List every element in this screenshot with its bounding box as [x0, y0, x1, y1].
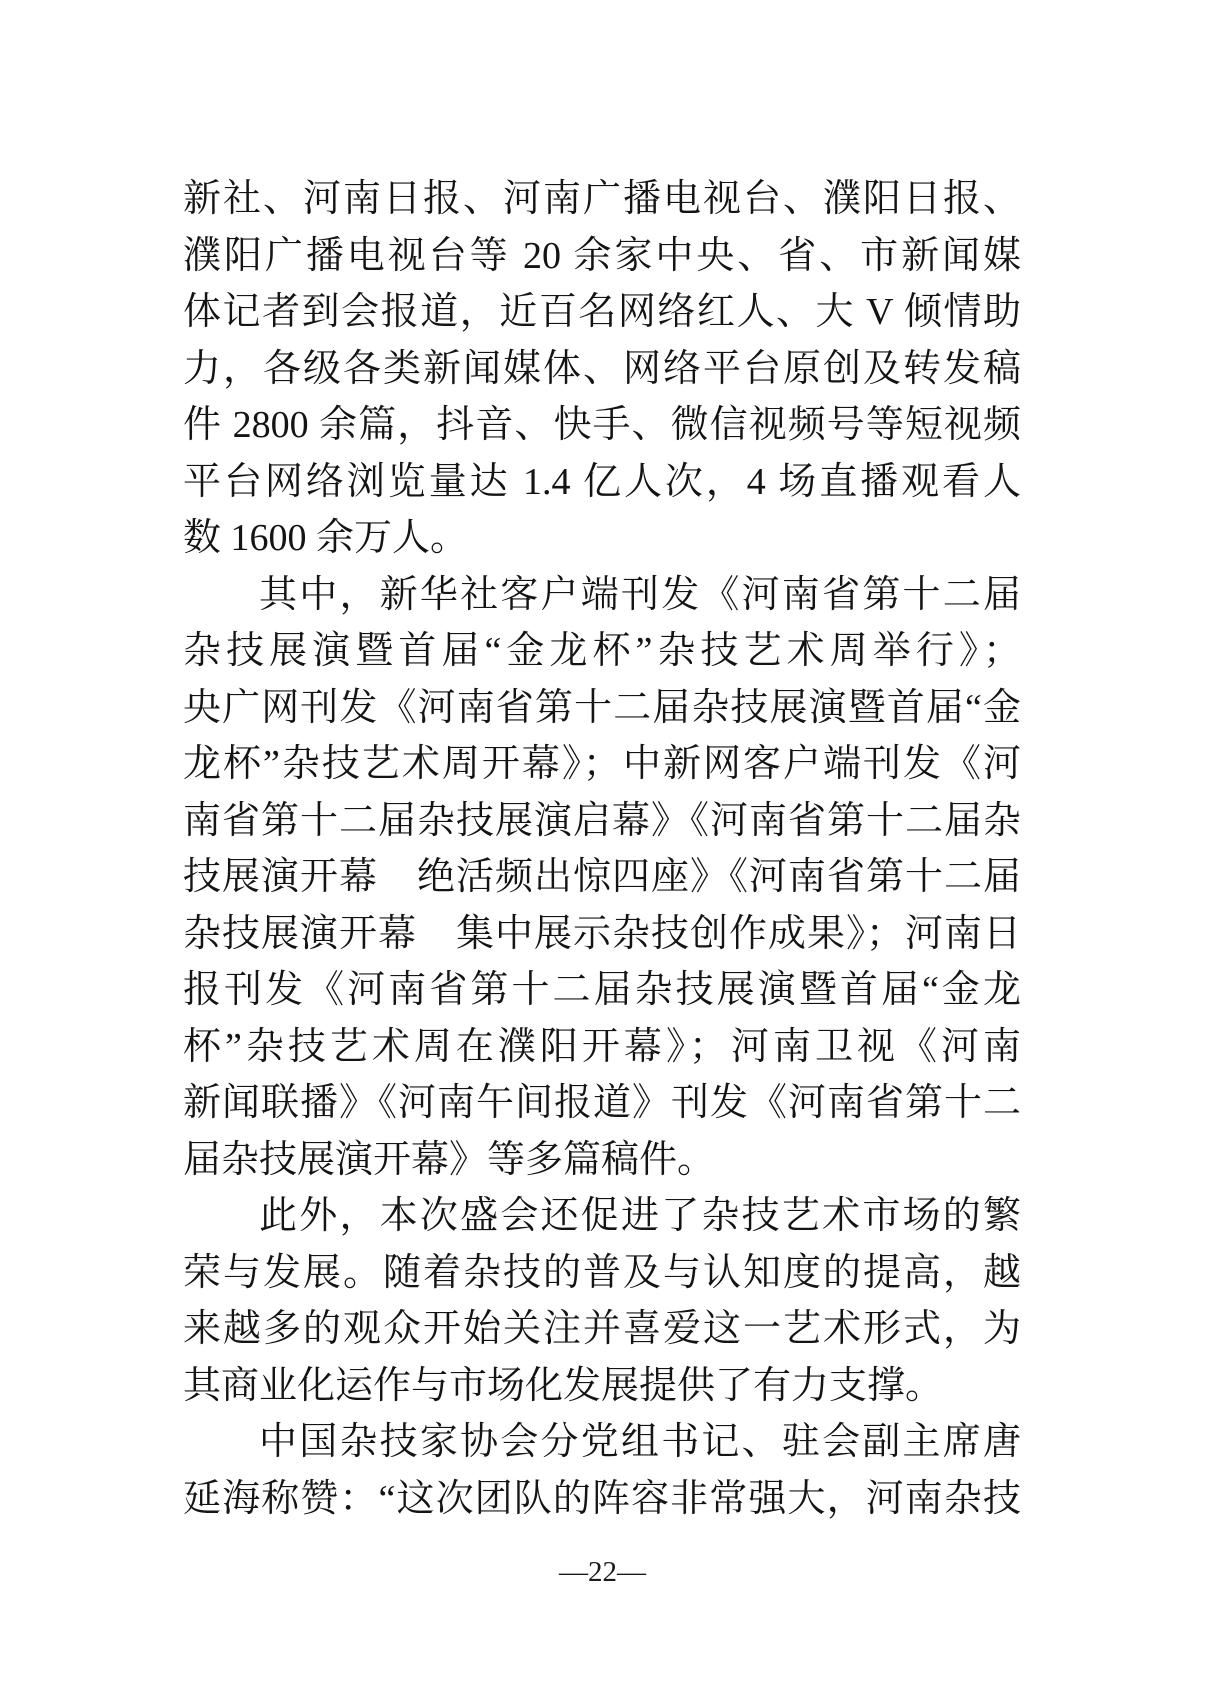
text-line: 延海称赞：“这次团队的阵容非常强大，河南杂技: [183, 1477, 1021, 1520]
text-line: 荣与发展。随着杂技的普及与认知度的提高，越: [183, 1251, 1021, 1294]
body-text: [183, 171, 1021, 1527]
page-number: —22—: [559, 1556, 646, 1588]
text-line: 杯”杂技艺术周在濮阳开幕》；河南卫视《河南: [183, 1025, 1021, 1068]
text-line: 数 1600 余万人。: [183, 517, 469, 559]
text-line: 力，各级各类新闻媒体、网络平台原创及转发稿: [183, 347, 1021, 390]
text-line: 其中，新华社客户端刊发《河南省第十二届: [259, 573, 1021, 616]
text-line: 濮阳广播电视台等 20 余家中央、省、市新闻媒: [183, 234, 1021, 277]
text-line: 其商业化运作与市场化发展提供了有力支撑。: [183, 1364, 944, 1407]
text-line: 新闻联播》《河南午间报道》刊发《河南省第十二: [183, 1082, 1021, 1124]
text-line: 平台网络浏览量达 1.4 亿人次，4 场直播观看人: [183, 460, 1021, 503]
text-line: 新社、河南日报、河南广播电视台、濮阳日报、: [183, 178, 1021, 220]
text-line: 件 2800 余篇，抖音、快手、微信视频号等短视频: [183, 404, 1021, 446]
text-line: 杂技展演暨首届“金龙杯”杂技艺术周举行》；: [183, 630, 1021, 672]
text-line: 龙杯”杂技艺术周开幕》；中新网客户端刊发《河: [183, 743, 1021, 785]
text-line: 杂技展演开幕 集中展示杂技创作成果》；河南日: [183, 912, 1021, 955]
text-line: 中国杂技家协会分党组书记、驻会副主席唐: [259, 1421, 1021, 1463]
text-line: 央广网刊发《河南省第十二届杂技展演暨首届“金: [183, 686, 1021, 729]
text-line: 体记者到会报道，近百名网络红人、大 V 倾情助: [183, 291, 1021, 333]
page-footer: [0, 1552, 1205, 1592]
text-line: 届杂技展演开幕》等多篇稿件。: [183, 1138, 716, 1181]
text-line: 来越多的观众开始关注并喜爱这一艺术形式，为: [183, 1308, 1021, 1350]
text-line: 报刊发《河南省第十二届杂技展演暨首届“金龙: [183, 969, 1021, 1011]
text-line: 此外，本次盛会还促进了杂技艺术市场的繁: [259, 1195, 1021, 1237]
text-line: 南省第十二届杂技展演启幕》《河南省第十二届杂: [183, 799, 1021, 842]
text-line: 技展演开幕 绝活频出惊四座》《河南省第十二届: [183, 856, 1021, 898]
